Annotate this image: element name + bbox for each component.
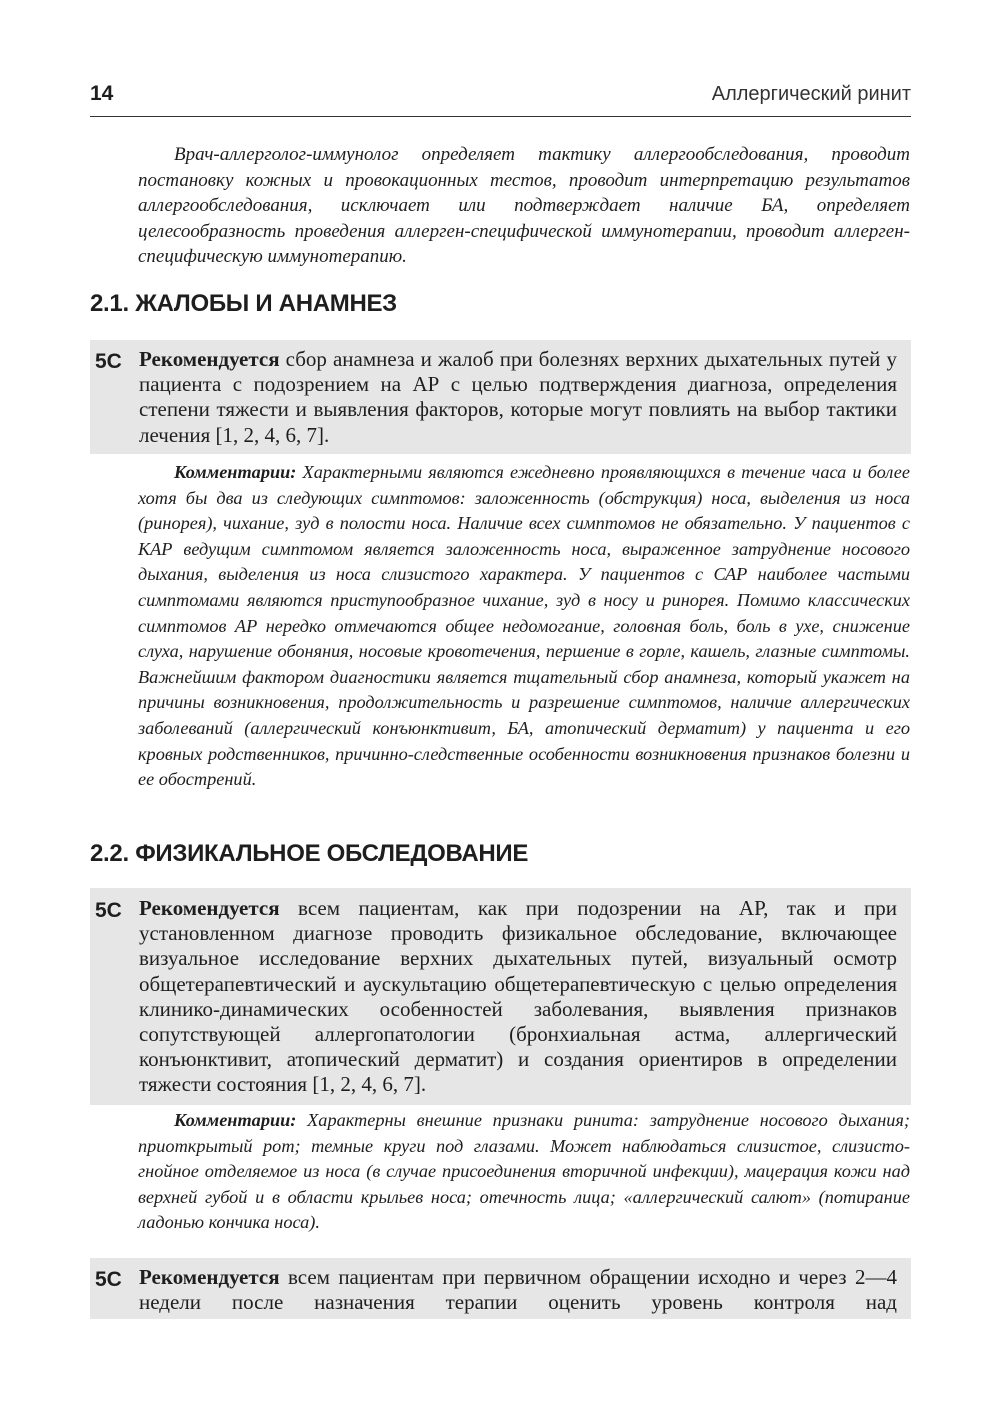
section-heading-complaints: 2.1. ЖАЛОБЫ И АНАМНЕЗ — [90, 290, 397, 317]
evidence-grade: 5C — [95, 899, 122, 922]
recommendation-text — [139, 1265, 897, 1315]
recommendation-box — [90, 340, 911, 454]
recommendation-body: всем пациентам при первичном обращении исходно и через 2—4 недели после назначения терапии оценить уровень контроля над — [139, 1265, 897, 1315]
recommendation-text — [139, 347, 897, 448]
recommendation-text — [139, 896, 897, 1098]
comment-body: Характерны внешние признаки ринита: затруднение носового дыхания; приоткрытый рот; темные круги под глазами. Может наблюдаться слизистое, слизисто-гнойное отделяемое из носа (в случае присоединения вторичной инфекции), мацерация кожи над верхней губой и в области крыльев носа; отечность лица; «аллергический салют» (потирание ладонью кончика носа). — [138, 1110, 910, 1233]
running-title: Аллергический ринит — [711, 83, 911, 105]
section-heading-physical-exam: 2.2. ФИЗИКАЛЬНОЕ ОБСЛЕДОВАНИЕ — [90, 840, 529, 867]
comment-paragraph — [138, 1108, 910, 1236]
intro-paragraph: Врач-аллерголог-иммунолог определяет тактику аллергообследования, проводит постановку кожных и провокационных тестов, проводит интерпретацию результатов аллергообследования, исключает или подтверждает наличие БА, определяет целесообразность проведения аллерген-специфической иммунотерапии, проводит аллерген-специфическую иммунотерапию. — [138, 144, 910, 268]
recommendation-lead: Рекомендуется — [139, 347, 280, 371]
evidence-grade: 5C — [95, 1268, 122, 1291]
evidence-grade: 5C — [95, 350, 122, 373]
comment-paragraph — [138, 460, 910, 793]
recommendation-body: всем пациентам, как при подозрении на АР, так и при установленном диагнозе проводить физикальное обследование, включающее визуальное исследование верхних дыхательных путей, визуальный осмотр общетерапевтический и аускультацию общетерапевтическую с целью определения клинико-динамических особенностей заболевания, выявления признаков сопутствующей аллергопатологии (бронхиальная астма, аллергический конъюнктивит, атопический дерматит) и создания ориентиров в определении тяжести состояния [1, 2, 4, 6, 7]. — [139, 896, 897, 1097]
recommendation-box — [90, 1258, 911, 1319]
comment-label: Комментарии: — [174, 1110, 297, 1130]
page-header — [90, 78, 911, 117]
recommendation-lead: Рекомендуется — [139, 1265, 280, 1289]
page-number: 14 — [90, 82, 114, 105]
comment-body: Характерными являются ежедневно проявляющихся в течение часа и более хотя бы два из следующих симптомов: заложенность (обструкция) носа, выделения из носа (ринорея), чихание, зуд в полости носа. Наличие всех симптомов не обязательно. У пациентов с КАР ведущим симптомом является заложенность носа, выраженное затруднение носового дыхания, выделения из носа слизистого характера. У пациентов с САР наиболее частыми симптомами являются приступообразное чихание, зуд в носу и ринорея. Помимо классических симптомов АР нередко отмечаются общее недомогание, головная боль, боль в ухе, снижение слуха, нарушение обоняния, носовые кровотечения, першение в горле, кашель, глазные симптомы. Важнейшим фактором диагностики является тщательный сбор анамнеза, который укажет на причины возникновения, продолжительность и разрешение симптомов, наличие аллергических заболеваний (аллергический конъюнктивит, БА, атопический дерматит) у пациента и его кровных родственников, причинно-следственные особенности возникновения признаков болезни и ее обострений. — [138, 462, 910, 790]
recommendation-box — [90, 888, 911, 1105]
comment-label: Комментарии: — [174, 462, 297, 482]
recommendation-lead: Рекомендуется — [139, 896, 280, 920]
recommendation-body: сбор анамнеза и жалоб при болезнях верхних дыхательных путей у пациента с подозрением на АР с целью подтверждения диагноза, определения степени тяжести и выявления факторов, которые могут повлиять на выбор тактики лечения [1, 2, 4, 6, 7]. — [139, 347, 897, 447]
